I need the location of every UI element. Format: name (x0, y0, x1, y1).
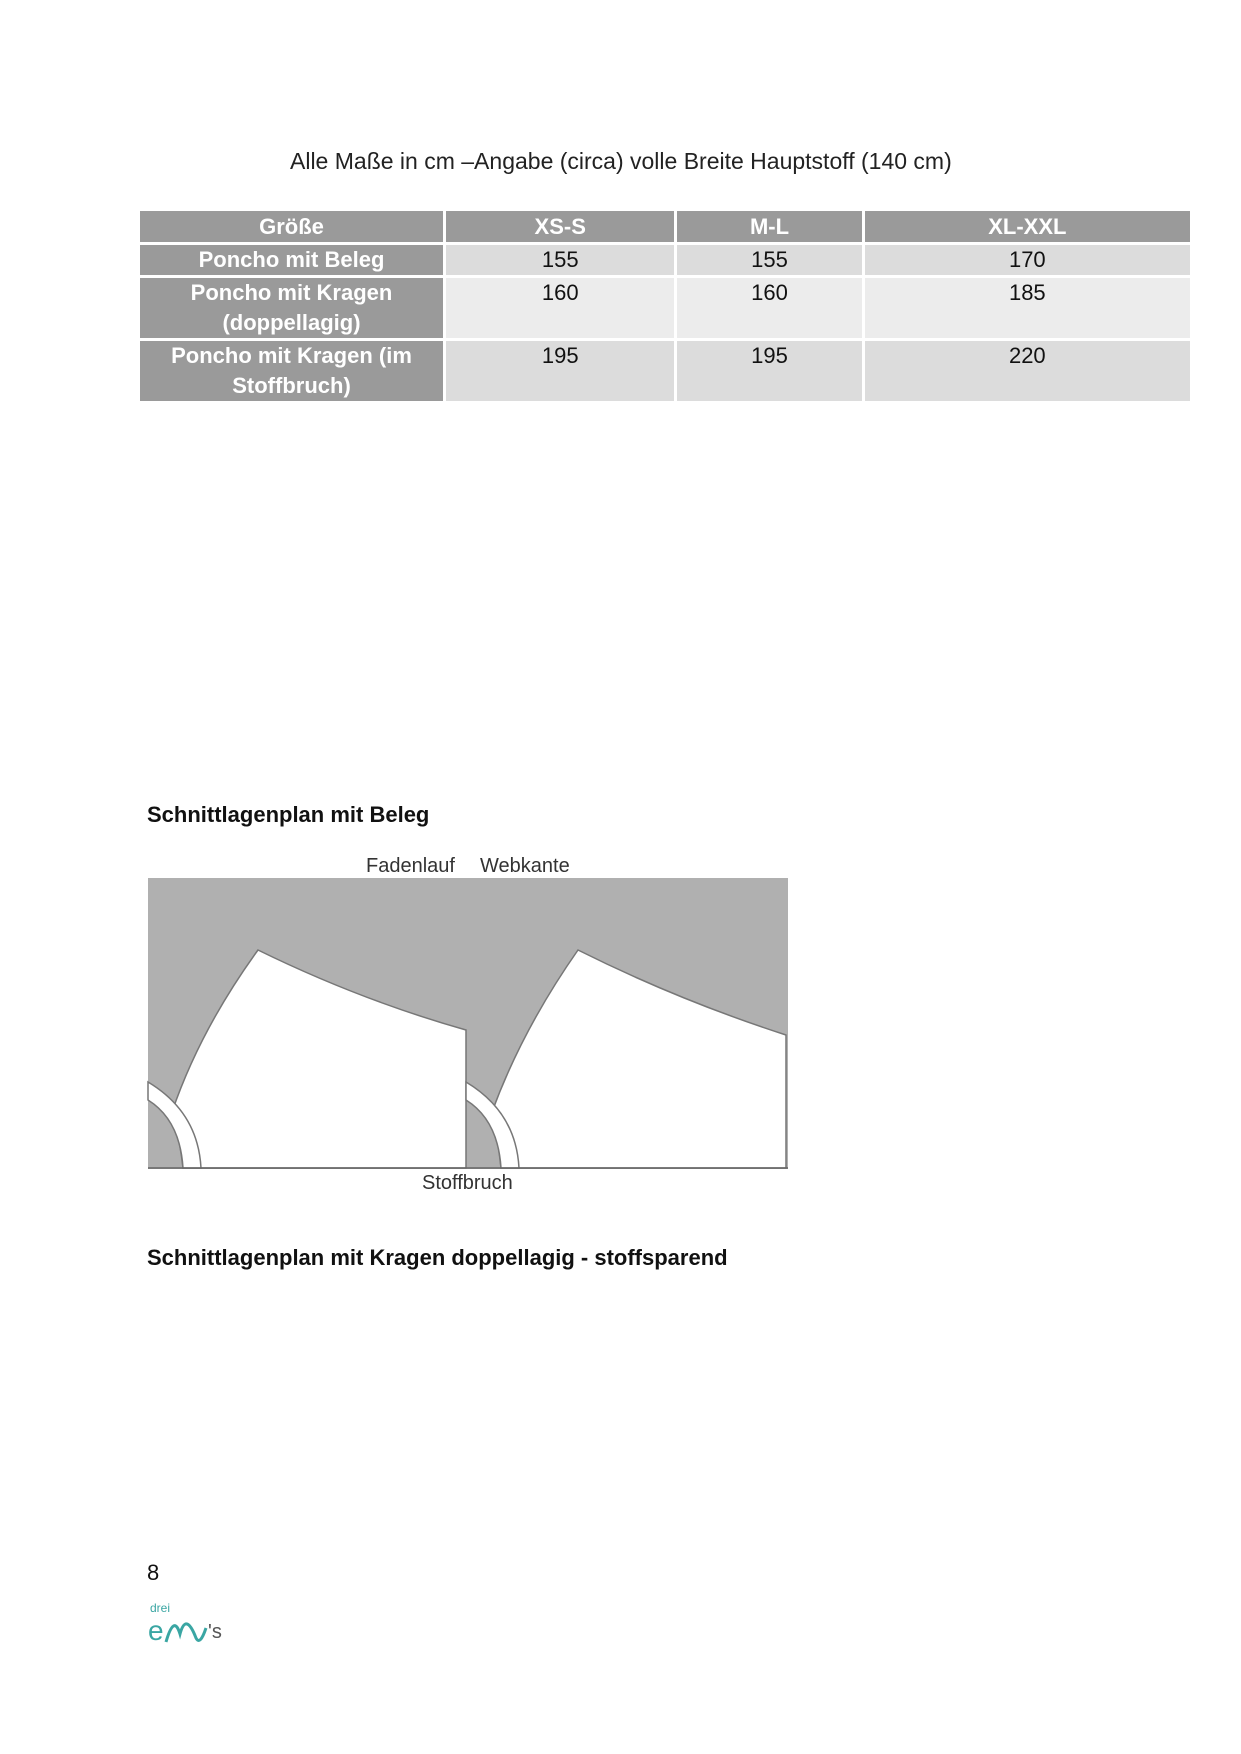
table-cell: 195 (677, 341, 861, 401)
table-cell: 160 (446, 278, 674, 338)
table-caption: Alle Maße in cm –Angabe (circa) volle Breite Hauptstoff (140 cm) (290, 148, 952, 174)
row-label: Poncho mit Kragen (doppellagig) (140, 278, 443, 338)
fabric-requirements-table (137, 208, 1193, 404)
table-row (140, 245, 1190, 275)
section-heading-beleg: Schnittlagenplan mit Beleg (147, 802, 430, 827)
table-row (140, 341, 1190, 401)
cutting-layout-diagram (130, 850, 800, 1194)
header-xs-s: XS-S (446, 211, 674, 242)
table-cell: 155 (677, 245, 861, 275)
row-label: Poncho mit Beleg (140, 245, 443, 275)
header-size: Größe (140, 211, 443, 242)
grain-label: Fadenlauf (366, 855, 455, 877)
brand-logo (148, 1598, 238, 1658)
page-number: 8 (147, 1560, 160, 1585)
selvage-label: Webkante (480, 855, 570, 877)
table-row (140, 278, 1190, 338)
table-cell: 220 (865, 341, 1190, 401)
table-cell: 185 (865, 278, 1190, 338)
fold-label: Stoffbruch (422, 1172, 513, 1194)
svg-text:drei: drei (150, 1601, 171, 1615)
table-cell: 155 (446, 245, 674, 275)
row-label: Poncho mit Kragen (im Stoffbruch) (140, 341, 443, 401)
table-cell: 195 (446, 341, 674, 401)
table-cell: 170 (865, 245, 1190, 275)
table-cell: 160 (677, 278, 861, 338)
cutting-layout-svg (130, 850, 800, 1194)
header-m-l: M-L (677, 211, 861, 242)
svg-text:'s: 's (208, 1621, 222, 1643)
svg-text:e: e (148, 1615, 164, 1646)
table-header-row (140, 211, 1190, 242)
header-xl-xxl: XL-XXL (865, 211, 1190, 242)
section-heading-kragen: Schnittlagenplan mit Kragen doppellagig - stoffsparend (147, 1245, 728, 1270)
